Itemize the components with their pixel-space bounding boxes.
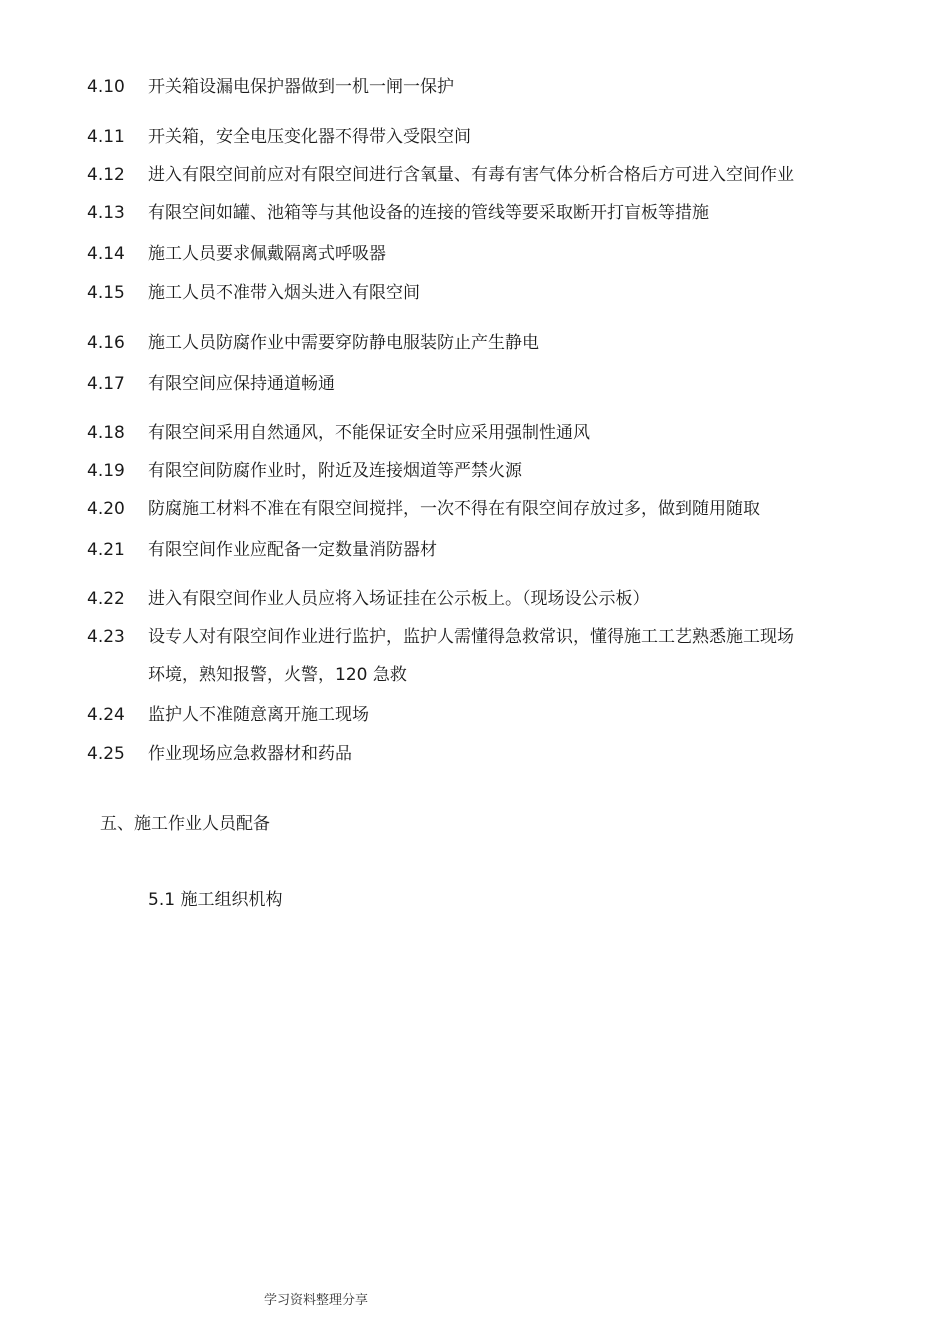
item-number: 4.17 — [87, 374, 125, 394]
item-number: 4.19 — [87, 461, 125, 481]
item-number: 4.15 — [87, 283, 125, 303]
item-text: 防腐施工材料不准在有限空间搅拌，一次不得在有限空间存放过多，做到随用随取 — [148, 499, 760, 519]
item-number: 4.23 — [87, 627, 125, 647]
item-text-continued: 环境，熟知报警，火警，120 急救 — [148, 665, 407, 685]
page-footer: 学习资料整理分享 — [264, 1293, 369, 1308]
item-text: 开关箱设漏电保护器做到一机一闸一保护 — [148, 77, 454, 97]
item-text: 进入有限空间作业人员应将入场证挂在公示板上。（现场设公示板） — [148, 589, 650, 609]
item-text: 有限空间如罐、池箱等与其他设备的连接的管线等要采取断开打盲板等措施 — [148, 203, 709, 223]
item-number: 4.18 — [87, 423, 125, 443]
item-text: 施工人员不准带入烟头进入有限空间 — [148, 283, 420, 303]
item-number: 4.24 — [87, 705, 125, 725]
item-text: 监护人不准随意离开施工现场 — [148, 705, 369, 725]
item-number: 4.21 — [87, 540, 125, 560]
item-text: 作业现场应急救器材和药品 — [148, 744, 352, 764]
item-number: 4.13 — [87, 203, 125, 223]
item-text: 施工人员防腐作业中需要穿防静电服装防止产生静电 — [148, 333, 539, 353]
item-number: 4.25 — [87, 744, 125, 764]
section-title: 五、施工作业人员配备 — [100, 814, 270, 834]
item-text: 有限空间应保持通道畅通 — [148, 374, 335, 394]
item-number: 4.11 — [87, 127, 125, 147]
item-text: 有限空间采用自然通风，不能保证安全时应采用强制性通风 — [148, 423, 590, 443]
item-text: 设专人对有限空间作业进行监护，监护人需懂得急救常识，懂得施工工艺熟悉施工现场 — [148, 627, 794, 647]
item-number: 4.10 — [87, 77, 125, 97]
item-number: 4.22 — [87, 589, 125, 609]
subsection-title: 5.1 施工组织机构 — [148, 890, 283, 910]
item-number: 4.12 — [87, 165, 125, 185]
item-text: 有限空间作业应配备一定数量消防器材 — [148, 540, 437, 560]
item-text: 有限空间防腐作业时，附近及连接烟道等严禁火源 — [148, 461, 522, 481]
item-number: 4.20 — [87, 499, 125, 519]
item-number: 4.14 — [87, 244, 125, 264]
item-number: 4.16 — [87, 333, 125, 353]
item-text: 开关箱，安全电压变化器不得带入受限空间 — [148, 127, 471, 147]
item-text: 施工人员要求佩戴隔离式呼吸器 — [148, 244, 386, 264]
item-text: 进入有限空间前应对有限空间进行含氧量、有毒有害气体分析合格后方可进入空间作业 — [148, 165, 794, 185]
